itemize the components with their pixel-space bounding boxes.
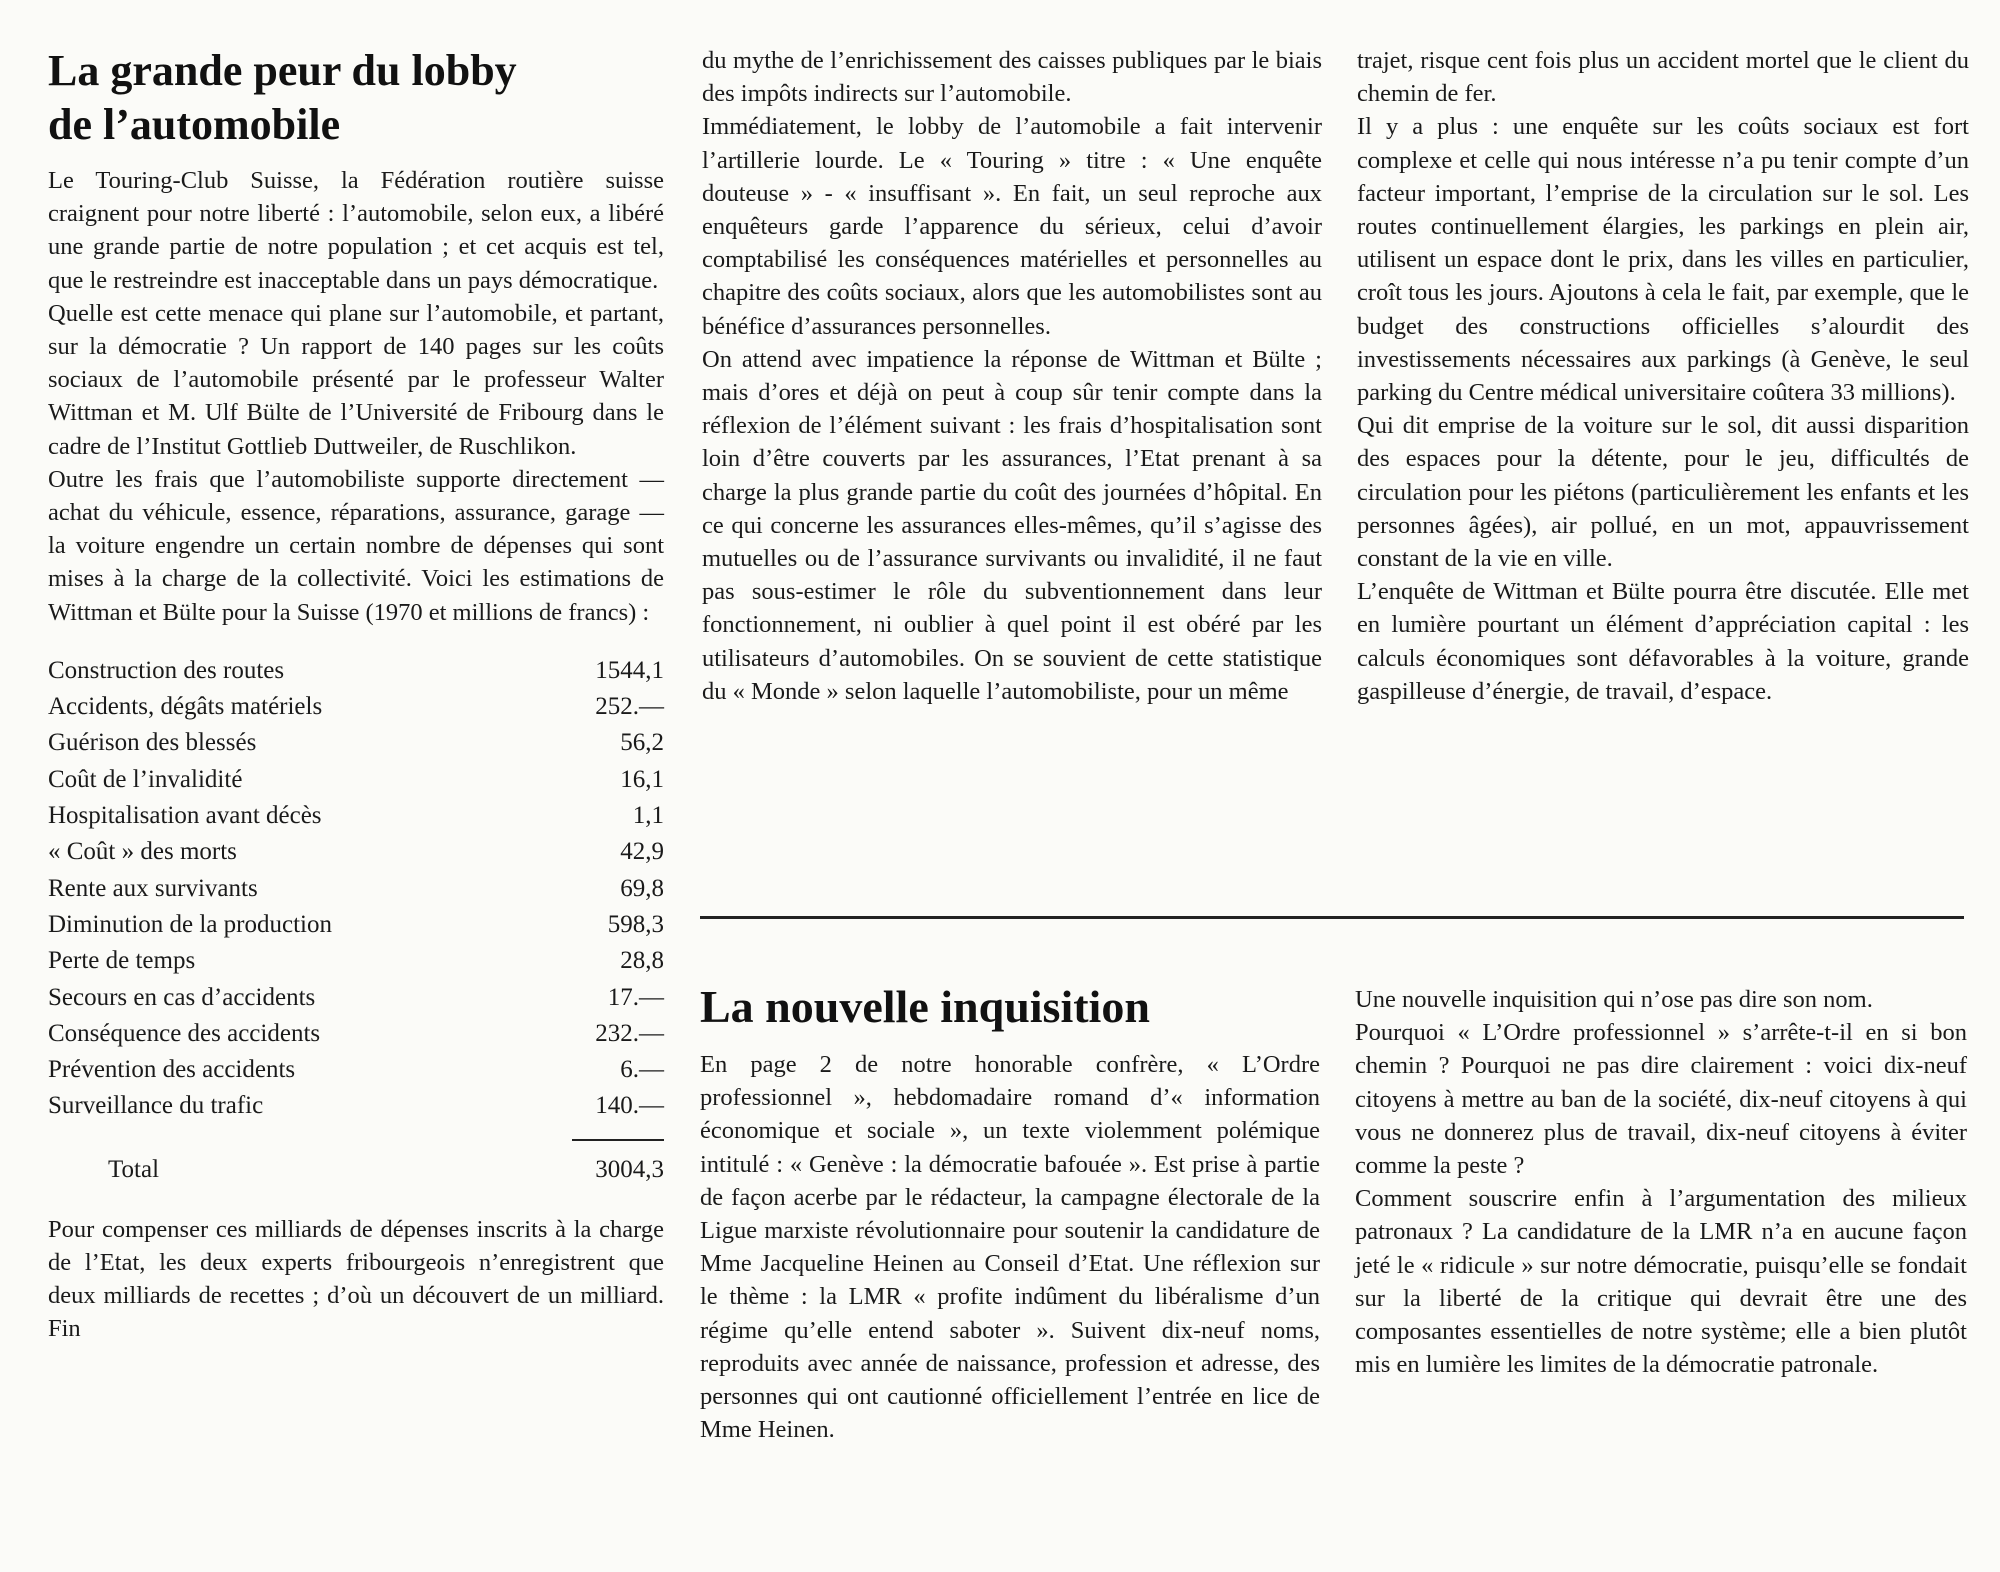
cost-value: 28,8: [620, 947, 664, 975]
article2-column-3: [1355, 983, 1967, 1381]
cost-table-row: [48, 980, 664, 1016]
article2-paragraph: Comment souscrire enfin à l’argumentation des milieux patronaux ? La candidature de la LMR n’a en aucune façon jeté le « ridicule » sur notre démocratie, puisqu’elle se fondait sur la liberté de la critique qui devrait être une des composantes essentielles de notre système; elle a bien plutôt mis en lumière les limites de la démocratie patronale.: [1355, 1185, 1967, 1379]
cost-table-row: [48, 834, 664, 870]
total-label: Total: [108, 1155, 160, 1183]
cost-value: 598,3: [607, 910, 664, 938]
cost-label: Perte de temps: [48, 947, 196, 975]
cost-table-row: [48, 871, 664, 907]
cost-table-row: [48, 798, 664, 834]
article1-paragraph: On attend avec impatience la réponse de Wittman et Bülte ; mais d’ores et déjà on peut à coup sûr tenir compte dans la réflexion de l’élément suivant : les frais d’hospitalisation sont loin d’être couverts par les assurances, l’Etat prenant à sa charge la plus grande partie du coût des journées d’hôpital. En ce qui concerne les assurances elles-mêmes, qu’il s’agisse des mutuelles ou de l’assurance survivants ou invalidité, il ne faut pas sous-estimer le rôle du subventionnement dans leur fonctionnement, ni oublier à quel point il est obéré par les utilisateurs d’automobiles. On se souvient de cette statistique du « Monde » selon laquelle l’automobiliste, pour un même: [702, 345, 1322, 705]
article2-paragraph: En page 2 de notre honorable confrère, « L’Ordre professionnel », hebdomadaire romand d’« information économique et sociale », un texte violemment polémique intitulé : « Genève : la démocratie bafouée ». Est prise à partie de façon acerbe par le rédacteur, la campagne électorale de la Ligue marxiste révolutionnaire pour soutenir la candidature de Mme Jacqueline Heinen au Conseil d’Etat. Une réflexion sur le thème : la LMR « profite indûment du libéralisme d’un régime qu’elle entend saboter ». Suivent dix-neuf noms, reproduits avec année de naissance, profession et adresse, des personnes qui ont cautionné officiellement l’entrée en lice de Mme Heinen.: [700, 1051, 1320, 1444]
article1-paragraph: du mythe de l’enrichissement des caisses publiques par le biais des impôts indirects sur l’automobile.: [702, 47, 1322, 108]
cost-label: « Coût » des morts: [48, 838, 237, 866]
cost-value: 252.—: [595, 693, 664, 721]
cost-table-total: [48, 1141, 664, 1199]
cost-value: 1,1: [632, 802, 664, 830]
cost-value: 232.—: [595, 1019, 664, 1047]
cost-label: Guérison des blessés: [48, 729, 257, 757]
cost-value: 6.—: [620, 1056, 664, 1084]
cost-label: Construction des routes: [48, 656, 285, 684]
cost-label: Rente aux survivants: [48, 874, 258, 902]
article2-title: La nouvelle inquisition: [700, 981, 1150, 1032]
cost-table-row: [48, 762, 664, 798]
cost-value: 42,9: [620, 838, 664, 866]
article2-column-2: [700, 980, 1320, 1446]
cost-table-row: [48, 653, 664, 689]
cost-label: Prévention des accidents: [48, 1056, 296, 1084]
article1-paragraph: Il y a plus : une enquête sur les coûts sociaux est fort complexe et celle qui nous intéresse n’a pu tenir compte d’un facteur important, l’emprise de la circulation sur le sol. Les routes continuellement élargies, les parkings en plein air, utilisent un espace dont le prix, dans les villes en particulier, croît tous les jours. Ajoutons à cela le fait, par exemple, que le budget des constructions officielles s’alourdit des investissements nécessaires aux parkings (à Genève, le seul parking du Centre médical universitaire coûtera 33 millions).: [1357, 113, 1969, 407]
article2-paragraph: Une nouvelle inquisition qui n’ose pas dire son nom.: [1355, 986, 1873, 1013]
section-divider: [700, 916, 1964, 919]
cost-value: 69,8: [620, 874, 664, 902]
cost-value: 16,1: [620, 765, 664, 793]
cost-table-row: [48, 907, 664, 943]
cost-label: Surveillance du trafic: [48, 1092, 264, 1120]
article1-title: [48, 44, 664, 152]
cost-table-row: [48, 689, 664, 725]
article1-paragraph: L’enquête de Wittman et Bülte pourra être discutée. Elle met en lumière pourtant un élément d’appréciation capital : les calculs économiques sont défavorables à la voiture, grande gaspilleuse d’énergie, de travail, d’espace.: [1357, 578, 1969, 705]
cost-label: Conséquence des accidents: [48, 1019, 321, 1047]
cost-table-row: [48, 1088, 664, 1124]
cost-table-row: [48, 1052, 664, 1088]
article1-column-2: [702, 44, 1322, 708]
article1-paragraph: Qui dit emprise de la voiture sur le sol, dit aussi disparition des espaces pour la détente, pour le jeu, difficultés de circulation pour les piétons (particulièrement les enfants et les personnes âgées), air pollué, en un mot, appauvrissement constant de la vie en ville.: [1357, 412, 1969, 573]
cost-table: [48, 653, 664, 1199]
total-value: 3004,3: [595, 1155, 664, 1183]
cost-label: Coût de l’invalidité: [48, 765, 243, 793]
cost-table-row: [48, 1016, 664, 1052]
cost-value: 140.—: [595, 1092, 664, 1120]
article1-paragraph: Pour compenser ces milliards de dépenses inscrits à la charge de l’Etat, les deux experts fribourgeois n’enregistrent que deux milliards de recettes ; d’où un découvert de un milliard. Fin: [48, 1215, 664, 1343]
article1-column-1: [48, 44, 664, 1346]
article1-title-line1: La grande peur du lobby: [48, 46, 517, 95]
cost-table-row: [48, 725, 664, 761]
cost-label: Hospitalisation avant décès: [48, 802, 322, 830]
cost-label: Accidents, dégâts matériels: [48, 693, 323, 721]
cost-label: Diminution de la production: [48, 910, 332, 938]
cost-value: 56,2: [620, 729, 664, 757]
article1-paragraph: Outre les frais que l’automobiliste supporte directement — achat du véhicule, essence, réparations, assurance, garage — la voiture engendre un certain nombre de dépenses qui sont mises à la charge de la collectivité. Voici les estimations de Wittman et Bülte pour la Suisse (1970 et millions de francs) :: [48, 465, 664, 626]
cost-value: 17.—: [607, 983, 664, 1011]
cost-value: 1544,1: [595, 656, 664, 684]
article1-paragraph: Le Touring-Club Suisse, la Fédération routière suisse craignent pour notre liberté : l’automobile, selon eux, a libéré une grande partie de notre population ; et cet acquis est tel, que le restreindre est inacceptable dans un pays démocratique.: [48, 167, 664, 294]
article1-paragraph: Immédiatement, le lobby de l’automobile a fait intervenir l’artillerie lourde. Le « Touring » titre : « Une enquête douteuse » - « insuffisant ». En fait, un seul reproche aux enquêteurs garde l’apparence du sérieux, celui d’avoir comptabilisé les conséquences matérielles et personnelles au chapitre des coûts sociaux, alors que les automobilistes sont au bénéfice d’assurances personnelles.: [702, 113, 1322, 340]
cost-table-row: [48, 943, 664, 979]
article1-column-3: [1357, 44, 1969, 708]
article2-paragraph: Pourquoi « L’Ordre professionnel » s’arrête-t-il en si bon chemin ? Pourquoi ne pas dire clairement : voici dix-neuf citoyens à mettre au ban de la société, dix-neuf citoyens à qui vous ne donnerez plus de travail, dix-neuf citoyens à éviter comme la peste ?: [1355, 1019, 1967, 1180]
cost-label: Secours en cas d’accidents: [48, 983, 316, 1011]
article1-paragraph: trajet, risque cent fois plus un accident mortel que le client du chemin de fer.: [1357, 47, 1969, 108]
article1-title-line2: de l’automobile: [48, 100, 341, 149]
article1-paragraph: Quelle est cette menace qui plane sur l’automobile, et partant, sur la démocratie ? Un rapport de 140 pages sur les coûts sociaux de l’automobile présenté par le professeur Walter Wittman et M. Ulf Bülte de l’Université de Fribourg dans le cadre de l’Institut Gottlieb Duttweiler, de Ruschlikon.: [48, 299, 664, 460]
